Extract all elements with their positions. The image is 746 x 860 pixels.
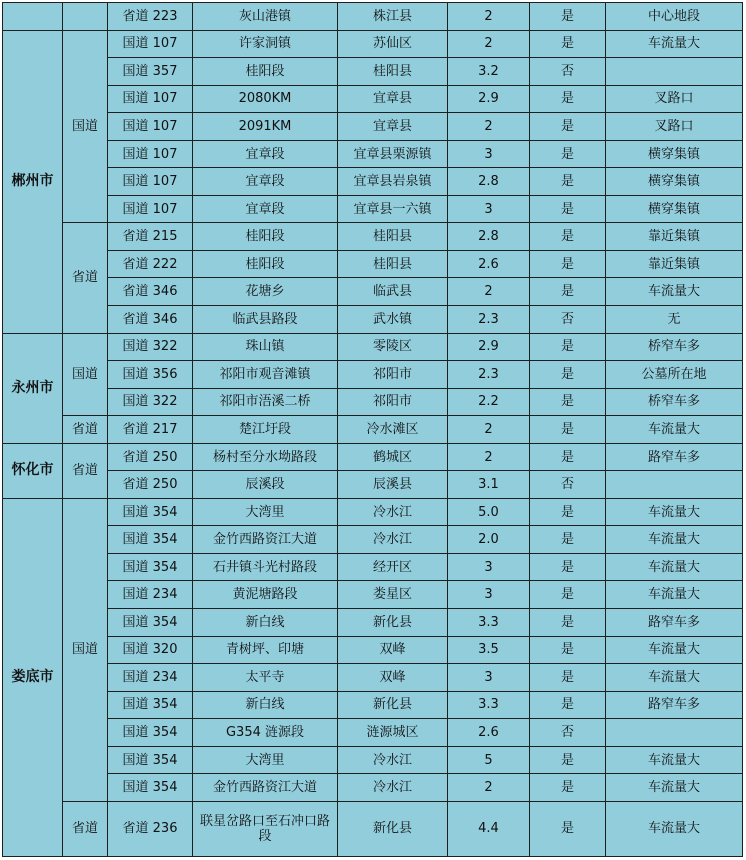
reason-cell: 车流量大 bbox=[606, 278, 743, 306]
district-cell: 株江县 bbox=[338, 3, 448, 31]
yes-no-cell: 是 bbox=[530, 30, 606, 58]
length-cell: 4.4 bbox=[448, 801, 530, 856]
yes-no-cell: 是 bbox=[530, 774, 606, 802]
road-number-cell: 国道 354 bbox=[108, 719, 193, 747]
length-cell: 2.9 bbox=[448, 333, 530, 361]
section-name-cell: 祁阳市浯溪二桥 bbox=[193, 388, 338, 416]
table-row bbox=[3, 388, 743, 416]
district-cell: 桂阳县 bbox=[338, 250, 448, 278]
yes-no-cell: 是 bbox=[530, 498, 606, 526]
table-row bbox=[3, 306, 743, 334]
reason-cell bbox=[606, 471, 743, 499]
road-number-cell: 省道 346 bbox=[108, 278, 193, 306]
district-cell: 经开区 bbox=[338, 553, 448, 581]
reason-cell: 横穿集镇 bbox=[606, 140, 743, 168]
section-name-cell: 宜章段 bbox=[193, 195, 338, 223]
yes-no-cell: 是 bbox=[530, 609, 606, 637]
table-row bbox=[3, 223, 743, 251]
section-name-cell: 灰山港镇 bbox=[193, 3, 338, 31]
yes-no-cell: 是 bbox=[530, 3, 606, 31]
yes-no-cell: 是 bbox=[530, 526, 606, 554]
table-row bbox=[3, 195, 743, 223]
road-number-cell: 国道 356 bbox=[108, 361, 193, 389]
section-name-cell: 花塘乡 bbox=[193, 278, 338, 306]
reason-cell: 公墓所在地 bbox=[606, 361, 743, 389]
reason-cell: 路窄车多 bbox=[606, 609, 743, 637]
yes-no-cell: 是 bbox=[530, 388, 606, 416]
district-cell: 新化县 bbox=[338, 609, 448, 637]
length-cell: 2.6 bbox=[448, 250, 530, 278]
length-cell: 2.3 bbox=[448, 361, 530, 389]
road-number-cell: 国道 107 bbox=[108, 195, 193, 223]
road-number-cell: 国道 354 bbox=[108, 609, 193, 637]
district-cell: 冷水滩区 bbox=[338, 416, 448, 444]
table-row bbox=[3, 361, 743, 389]
length-cell: 2 bbox=[448, 3, 530, 31]
yes-no-cell: 是 bbox=[530, 443, 606, 471]
table-row bbox=[3, 719, 743, 747]
reason-cell bbox=[606, 58, 743, 86]
table-row bbox=[3, 140, 743, 168]
reason-cell: 路窄车多 bbox=[606, 443, 743, 471]
section-name-cell: 大湾里 bbox=[193, 746, 338, 774]
road-section-table bbox=[2, 2, 743, 857]
length-cell: 2 bbox=[448, 113, 530, 141]
yes-no-cell: 是 bbox=[530, 278, 606, 306]
reason-cell: 车流量大 bbox=[606, 774, 743, 802]
yes-no-cell: 是 bbox=[530, 664, 606, 692]
road-number-cell: 省道 222 bbox=[108, 250, 193, 278]
section-name-cell: 祁阳市观音滩镇 bbox=[193, 361, 338, 389]
yes-no-cell: 否 bbox=[530, 306, 606, 334]
table-row bbox=[3, 416, 743, 444]
reason-cell: 车流量大 bbox=[606, 30, 743, 58]
yes-no-cell: 是 bbox=[530, 416, 606, 444]
table-row bbox=[3, 30, 743, 58]
yes-no-cell: 是 bbox=[530, 636, 606, 664]
section-name-cell: 大湾里 bbox=[193, 498, 338, 526]
road-number-cell: 国道 107 bbox=[108, 85, 193, 113]
road-number-cell: 国道 354 bbox=[108, 691, 193, 719]
table-row bbox=[3, 250, 743, 278]
table-row bbox=[3, 581, 743, 609]
length-cell: 5 bbox=[448, 746, 530, 774]
table-row bbox=[3, 278, 743, 306]
length-cell: 2.0 bbox=[448, 526, 530, 554]
road-type-cell bbox=[63, 3, 108, 31]
district-cell: 双峰 bbox=[338, 664, 448, 692]
section-name-cell: 珠山镇 bbox=[193, 333, 338, 361]
yes-no-cell: 是 bbox=[530, 746, 606, 774]
road-type-cell: 省道 bbox=[63, 416, 108, 444]
section-name-cell: 新白线 bbox=[193, 691, 338, 719]
length-cell: 3 bbox=[448, 553, 530, 581]
district-cell: 武水镇 bbox=[338, 306, 448, 334]
district-cell: 冷水江 bbox=[338, 526, 448, 554]
city-cell: 怀化市 bbox=[3, 443, 63, 498]
table-row bbox=[3, 636, 743, 664]
yes-no-cell: 是 bbox=[530, 113, 606, 141]
road-number-cell: 国道 322 bbox=[108, 388, 193, 416]
length-cell: 2 bbox=[448, 278, 530, 306]
section-name-cell: 青树坪、印塘 bbox=[193, 636, 338, 664]
reason-cell: 路窄车多 bbox=[606, 691, 743, 719]
reason-cell: 靠近集镇 bbox=[606, 250, 743, 278]
length-cell: 3 bbox=[448, 664, 530, 692]
road-number-cell: 国道 354 bbox=[108, 553, 193, 581]
section-name-cell: 联星岔路口至石冲口路段 bbox=[193, 801, 338, 856]
city-cell: 永州市 bbox=[3, 333, 63, 443]
section-name-cell: 辰溪段 bbox=[193, 471, 338, 499]
district-cell: 新化县 bbox=[338, 801, 448, 856]
reason-cell: 车流量大 bbox=[606, 416, 743, 444]
length-cell: 2.2 bbox=[448, 388, 530, 416]
length-cell: 2.9 bbox=[448, 85, 530, 113]
yes-no-cell: 否 bbox=[530, 58, 606, 86]
district-cell: 娄星区 bbox=[338, 581, 448, 609]
road-number-cell: 国道 354 bbox=[108, 774, 193, 802]
district-cell: 零陵区 bbox=[338, 333, 448, 361]
road-number-cell: 国道 107 bbox=[108, 168, 193, 196]
yes-no-cell: 是 bbox=[530, 250, 606, 278]
road-number-cell: 国道 357 bbox=[108, 58, 193, 86]
section-name-cell: 金竹西路资江大道 bbox=[193, 774, 338, 802]
road-number-cell: 省道 215 bbox=[108, 223, 193, 251]
district-cell: 鹤城区 bbox=[338, 443, 448, 471]
section-name-cell: 宜章段 bbox=[193, 140, 338, 168]
district-cell: 祁阳市 bbox=[338, 388, 448, 416]
reason-cell: 桥窄车多 bbox=[606, 388, 743, 416]
district-cell: 辰溪县 bbox=[338, 471, 448, 499]
table-row bbox=[3, 774, 743, 802]
district-cell: 桂阳县 bbox=[338, 58, 448, 86]
section-name-cell: 楚江圩段 bbox=[193, 416, 338, 444]
road-number-cell: 国道 320 bbox=[108, 636, 193, 664]
road-type-cell: 省道 bbox=[63, 801, 108, 856]
table-body bbox=[3, 3, 743, 857]
section-name-cell: 宜章段 bbox=[193, 168, 338, 196]
road-number-cell: 省道 236 bbox=[108, 801, 193, 856]
reason-cell: 车流量大 bbox=[606, 526, 743, 554]
road-number-cell: 国道 107 bbox=[108, 113, 193, 141]
yes-no-cell: 是 bbox=[530, 333, 606, 361]
city-cell bbox=[3, 3, 63, 31]
reason-cell: 横穿集镇 bbox=[606, 195, 743, 223]
section-name-cell: 2091KM bbox=[193, 113, 338, 141]
reason-cell: 靠近集镇 bbox=[606, 223, 743, 251]
length-cell: 3 bbox=[448, 195, 530, 223]
city-cell: 郴州市 bbox=[3, 30, 63, 333]
district-cell: 宜章县 bbox=[338, 113, 448, 141]
road-number-cell: 国道 354 bbox=[108, 526, 193, 554]
table-row bbox=[3, 58, 743, 86]
road-number-cell: 国道 234 bbox=[108, 664, 193, 692]
city-cell: 娄底市 bbox=[3, 498, 63, 856]
yes-no-cell: 是 bbox=[530, 195, 606, 223]
district-cell: 宜章县一六镇 bbox=[338, 195, 448, 223]
table-row bbox=[3, 553, 743, 581]
length-cell: 3 bbox=[448, 581, 530, 609]
yes-no-cell: 否 bbox=[530, 471, 606, 499]
section-name-cell: 太平寺 bbox=[193, 664, 338, 692]
road-number-cell: 省道 346 bbox=[108, 306, 193, 334]
section-name-cell: 临武县路段 bbox=[193, 306, 338, 334]
yes-no-cell: 是 bbox=[530, 85, 606, 113]
road-number-cell: 省道 223 bbox=[108, 3, 193, 31]
road-number-cell: 国道 322 bbox=[108, 333, 193, 361]
road-type-cell: 国道 bbox=[63, 333, 108, 416]
road-type-cell: 省道 bbox=[63, 223, 108, 333]
road-type-cell: 国道 bbox=[63, 30, 108, 223]
length-cell: 2.8 bbox=[448, 223, 530, 251]
reason-cell: 横穿集镇 bbox=[606, 168, 743, 196]
road-section-table-sheet bbox=[2, 2, 742, 857]
road-number-cell: 省道 217 bbox=[108, 416, 193, 444]
district-cell: 桂阳县 bbox=[338, 223, 448, 251]
reason-cell: 车流量大 bbox=[606, 581, 743, 609]
road-type-cell: 省道 bbox=[63, 443, 108, 498]
table-row bbox=[3, 471, 743, 499]
district-cell: 祁阳市 bbox=[338, 361, 448, 389]
length-cell: 2.8 bbox=[448, 168, 530, 196]
road-number-cell: 国道 354 bbox=[108, 746, 193, 774]
district-cell: 冷水江 bbox=[338, 746, 448, 774]
table-row bbox=[3, 746, 743, 774]
table-row bbox=[3, 609, 743, 637]
road-number-cell: 省道 250 bbox=[108, 471, 193, 499]
section-name-cell: 桂阳段 bbox=[193, 58, 338, 86]
length-cell: 3.5 bbox=[448, 636, 530, 664]
yes-no-cell: 是 bbox=[530, 361, 606, 389]
section-name-cell: 许家洞镇 bbox=[193, 30, 338, 58]
section-name-cell: G354 涟源段 bbox=[193, 719, 338, 747]
yes-no-cell: 是 bbox=[530, 168, 606, 196]
length-cell: 5.0 bbox=[448, 498, 530, 526]
section-name-cell: 石井镇斗光村路段 bbox=[193, 553, 338, 581]
section-name-cell: 金竹西路资江大道 bbox=[193, 526, 338, 554]
reason-cell: 叉路口 bbox=[606, 85, 743, 113]
road-number-cell: 国道 354 bbox=[108, 498, 193, 526]
table-row bbox=[3, 333, 743, 361]
district-cell: 宜章县岩泉镇 bbox=[338, 168, 448, 196]
table-row bbox=[3, 691, 743, 719]
reason-cell: 车流量大 bbox=[606, 498, 743, 526]
yes-no-cell: 是 bbox=[530, 691, 606, 719]
length-cell: 3.3 bbox=[448, 609, 530, 637]
road-number-cell: 国道 234 bbox=[108, 581, 193, 609]
section-name-cell: 杨村至分水坳路段 bbox=[193, 443, 338, 471]
district-cell: 冷水江 bbox=[338, 774, 448, 802]
district-cell: 新化县 bbox=[338, 691, 448, 719]
yes-no-cell: 是 bbox=[530, 553, 606, 581]
district-cell: 双峰 bbox=[338, 636, 448, 664]
district-cell: 冷水江 bbox=[338, 498, 448, 526]
road-type-cell: 国道 bbox=[63, 498, 108, 801]
reason-cell: 车流量大 bbox=[606, 636, 743, 664]
length-cell: 3.2 bbox=[448, 58, 530, 86]
reason-cell bbox=[606, 719, 743, 747]
length-cell: 2 bbox=[448, 443, 530, 471]
reason-cell: 无 bbox=[606, 306, 743, 334]
length-cell: 2 bbox=[448, 416, 530, 444]
reason-cell: 叉路口 bbox=[606, 113, 743, 141]
section-name-cell: 黄泥塘路段 bbox=[193, 581, 338, 609]
yes-no-cell: 否 bbox=[530, 719, 606, 747]
table-row bbox=[3, 443, 743, 471]
district-cell: 临武县 bbox=[338, 278, 448, 306]
length-cell: 2.6 bbox=[448, 719, 530, 747]
section-name-cell: 桂阳段 bbox=[193, 223, 338, 251]
table-row bbox=[3, 3, 743, 31]
yes-no-cell: 是 bbox=[530, 801, 606, 856]
reason-cell: 车流量大 bbox=[606, 664, 743, 692]
yes-no-cell: 是 bbox=[530, 223, 606, 251]
table-row bbox=[3, 113, 743, 141]
section-name-cell: 2080KM bbox=[193, 85, 338, 113]
reason-cell: 车流量大 bbox=[606, 746, 743, 774]
section-name-cell: 桂阳段 bbox=[193, 250, 338, 278]
length-cell: 3.1 bbox=[448, 471, 530, 499]
road-number-cell: 省道 250 bbox=[108, 443, 193, 471]
reason-cell: 桥窄车多 bbox=[606, 333, 743, 361]
table-row bbox=[3, 801, 743, 856]
table-row bbox=[3, 498, 743, 526]
length-cell: 2 bbox=[448, 774, 530, 802]
length-cell: 3.3 bbox=[448, 691, 530, 719]
road-number-cell: 国道 107 bbox=[108, 30, 193, 58]
district-cell: 涟源城区 bbox=[338, 719, 448, 747]
district-cell: 苏仙区 bbox=[338, 30, 448, 58]
length-cell: 2 bbox=[448, 30, 530, 58]
reason-cell: 中心地段 bbox=[606, 3, 743, 31]
length-cell: 2.3 bbox=[448, 306, 530, 334]
road-number-cell: 国道 107 bbox=[108, 140, 193, 168]
reason-cell: 车流量大 bbox=[606, 801, 743, 856]
yes-no-cell: 是 bbox=[530, 140, 606, 168]
reason-cell: 车流量大 bbox=[606, 553, 743, 581]
district-cell: 宜章县栗源镇 bbox=[338, 140, 448, 168]
district-cell: 宜章县 bbox=[338, 85, 448, 113]
length-cell: 3 bbox=[448, 140, 530, 168]
table-row bbox=[3, 168, 743, 196]
table-row bbox=[3, 85, 743, 113]
table-row bbox=[3, 526, 743, 554]
section-name-cell: 新白线 bbox=[193, 609, 338, 637]
yes-no-cell: 是 bbox=[530, 581, 606, 609]
table-row bbox=[3, 664, 743, 692]
